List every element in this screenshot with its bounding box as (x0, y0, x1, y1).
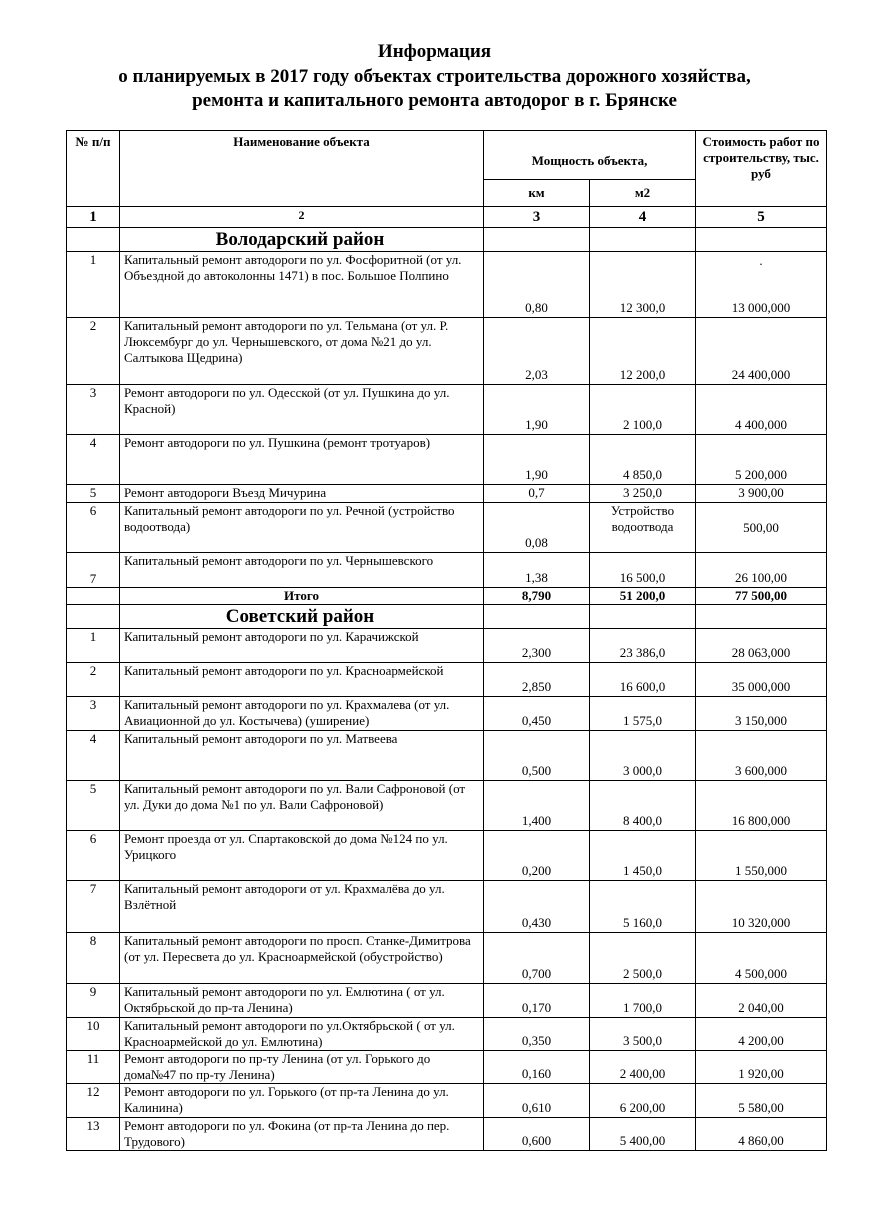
length-km: 0,7 (484, 485, 590, 503)
objects-table (66, 130, 827, 1151)
length-km: 0,200 (484, 831, 590, 881)
row-number: 13 (67, 1118, 120, 1151)
length-km: 1,90 (484, 435, 590, 485)
cost-value: 13 000,000 (731, 300, 791, 315)
district-row (67, 228, 827, 252)
area-m2: 3 000,0 (590, 731, 696, 781)
area-m2: 2 100,0 (590, 385, 696, 435)
row-number: 5 (67, 485, 120, 503)
row-number: 8 (67, 933, 120, 984)
cost-value: 28 063,000 (696, 629, 827, 663)
table-row (67, 697, 827, 731)
object-name: Капитальный ремонт автодороги от ул. Крахмалёва до ул. Взлётной (120, 881, 484, 933)
length-km: 1,400 (484, 781, 590, 831)
table-row (67, 881, 827, 933)
object-name: Ремонт автодороги по ул. Горького (от пр-та Ленина до ул. Калинина) (120, 1084, 484, 1118)
object-name: Капитальный ремонт автодороги по ул. Тельмана (от ул. Р. Люксембург до ул. Чернышевского, от дома №21 до ул. Салтыкова Щедрина) (120, 318, 484, 385)
total-m2: 51 200,0 (590, 588, 696, 605)
table-row (67, 435, 827, 485)
district-empty-cell (696, 605, 827, 629)
district-empty-cell (696, 228, 827, 252)
table-row (67, 1084, 827, 1118)
table-row (67, 629, 827, 663)
table-row (67, 781, 827, 831)
row-number: 4 (67, 435, 120, 485)
row-number: 11 (67, 1051, 120, 1084)
header-km: км (484, 180, 590, 207)
length-km: 2,850 (484, 663, 590, 697)
cost-value: 26 100,00 (696, 553, 827, 588)
document-subtitle-line-2: ремонта и капитального ремонта автодорог в г. Брянске (192, 90, 677, 111)
row-number: 5 (67, 781, 120, 831)
area-m2: 4 850,0 (590, 435, 696, 485)
object-name: Капитальный ремонт автодороги по ул. Крахмалева (от ул. Авиационной до ул. Костычева) (уширение) (120, 697, 484, 731)
object-name: Капитальный ремонт автодороги по ул. Вали Сафроновой (от ул. Дуки до дома №1 по ул. Вали Сафроновой) (120, 781, 484, 831)
district-empty-cell (590, 605, 696, 629)
table-row (67, 933, 827, 984)
column-index: 2 (120, 207, 484, 228)
cost-value: 16 800,000 (696, 781, 827, 831)
object-name: Ремонт автодороги по ул. Пушкина (ремонт тротуаров) (120, 435, 484, 485)
row-number: 6 (67, 503, 120, 553)
row-number: 3 (67, 697, 120, 731)
row-number: 12 (67, 1084, 120, 1118)
object-name: Капитальный ремонт автодороги по ул.Октябрьской ( от ул. Красноармейской до ул. Емлютина) (120, 1018, 484, 1051)
row-number: 9 (67, 984, 120, 1018)
cost-value: 1 550,000 (696, 831, 827, 881)
length-km: 0,600 (484, 1118, 590, 1151)
area-m2: 16 600,0 (590, 663, 696, 697)
object-name: Ремонт автодороги по ул. Одесской (от ул. Пушкина до ул. Красной) (120, 385, 484, 435)
area-m2: Устройство водоотвода (590, 503, 696, 553)
header-capacity: Мощность объекта, (484, 131, 696, 180)
object-name: Ремонт автодороги по ул. Фокина (от пр-та Ленина до пер. Трудового) (120, 1118, 484, 1151)
area-m2: 1 700,0 (590, 984, 696, 1018)
district-name: Володарский район (120, 228, 484, 252)
length-km: 0,08 (484, 503, 590, 553)
cost-value: 3 600,000 (696, 731, 827, 781)
total-km: 8,790 (484, 588, 590, 605)
row-number: 2 (67, 663, 120, 697)
object-name: Ремонт проезда от ул. Спартаковской до дома №124 по ул. Урицкого (120, 831, 484, 881)
object-name: Капитальный ремонт автодороги по ул. Матвеева (120, 731, 484, 781)
area-m2: 5 160,0 (590, 881, 696, 933)
total-num-cell (67, 588, 120, 605)
cost-mark: . (759, 253, 763, 268)
district-num-cell (67, 605, 120, 629)
district-row (67, 605, 827, 629)
object-name: Капитальный ремонт автодороги по просп. Станке-Димитрова (от ул. Пересвета до ул. Красноармейской (обустройство) (120, 933, 484, 984)
area-m2: 12 200,0 (590, 318, 696, 385)
area-m2: 3 250,0 (590, 485, 696, 503)
area-m2: 23 386,0 (590, 629, 696, 663)
row-number: 7 (67, 553, 120, 588)
district-name: Советский район (120, 605, 484, 629)
area-m2: 1 575,0 (590, 697, 696, 731)
object-name: Капитальный ремонт автодороги по ул. Речной (устройство водоотвода) (120, 503, 484, 553)
table-row (67, 252, 827, 318)
area-m2: 8 400,0 (590, 781, 696, 831)
length-km: 2,03 (484, 318, 590, 385)
table-row (67, 731, 827, 781)
length-km: 0,350 (484, 1018, 590, 1051)
row-number: 4 (67, 731, 120, 781)
table-row (67, 984, 827, 1018)
table-row (67, 503, 827, 553)
area-m2: 16 500,0 (590, 553, 696, 588)
cost-value: 10 320,000 (696, 881, 827, 933)
length-km: 2,300 (484, 629, 590, 663)
document-subtitle-line-1: о планируемых в 2017 году объектах строительства дорожного хозяйства, (118, 66, 751, 87)
length-km: 0,610 (484, 1084, 590, 1118)
length-km: 0,430 (484, 881, 590, 933)
column-index-row (67, 207, 827, 228)
length-km: 0,450 (484, 697, 590, 731)
row-number: 10 (67, 1018, 120, 1051)
row-number: 1 (67, 629, 120, 663)
length-km: 1,38 (484, 553, 590, 588)
table-row (67, 553, 827, 588)
cost-value: 35 000,000 (696, 663, 827, 697)
cost-value: 500,00 (696, 503, 827, 553)
column-index: 5 (696, 207, 827, 228)
column-index: 1 (67, 207, 120, 228)
header-num: № п/п (67, 131, 120, 207)
total-cost: 77 500,00 (696, 588, 827, 605)
table-row (67, 485, 827, 503)
table-row (67, 1118, 827, 1151)
header-cost: Стоимость работ по строительству, тыс. руб (696, 131, 827, 207)
table-row (67, 385, 827, 435)
object-name: Ремонт автодороги Въезд Мичурина (120, 485, 484, 503)
length-km: 0,160 (484, 1051, 590, 1084)
cost-value: 3 900,00 (696, 485, 827, 503)
district-empty-cell (484, 605, 590, 629)
object-name: Капитальный ремонт автодороги по ул. Чернышевского (120, 553, 484, 588)
area-m2: 5 400,00 (590, 1118, 696, 1151)
area-m2: 1 450,0 (590, 831, 696, 881)
cost-value: 5 580,00 (696, 1084, 827, 1118)
cost-value: 4 860,00 (696, 1118, 827, 1151)
cost-value: 4 400,000 (696, 385, 827, 435)
cost-value: 2 040,00 (696, 984, 827, 1018)
object-name: Ремонт автодороги по пр-ту Ленина (от ул. Горького до дома№47 по пр-ту Ленина) (120, 1051, 484, 1084)
cost-value: 24 400,000 (696, 318, 827, 385)
header-row (67, 131, 827, 180)
table-row (67, 663, 827, 697)
object-name: Капитальный ремонт автодороги по ул. Фосфоритной (от ул. Объездной до автоколонны 1471) в пос. Большое Полпино (120, 252, 484, 318)
object-name: Капитальный ремонт автодороги по ул. Емлютина ( от ул. Октябрьской до пр-та Ленина) (120, 984, 484, 1018)
cost-value: 5 200,000 (696, 435, 827, 485)
length-km: 0,170 (484, 984, 590, 1018)
object-name: Капитальный ремонт автодороги по ул. Красноармейской (120, 663, 484, 697)
length-km: 0,500 (484, 731, 590, 781)
area-m2: 6 200,00 (590, 1084, 696, 1118)
district-empty-cell (484, 228, 590, 252)
row-number: 1 (67, 252, 120, 318)
length-km: 1,90 (484, 385, 590, 435)
table-row (67, 318, 827, 385)
cost-cell (696, 252, 827, 318)
area-m2: 2 500,0 (590, 933, 696, 984)
row-number: 2 (67, 318, 120, 385)
cost-value: 4 200,00 (696, 1018, 827, 1051)
table-row (67, 1051, 827, 1084)
area-m2: 2 400,00 (590, 1051, 696, 1084)
area-m2: 3 500,0 (590, 1018, 696, 1051)
document-title: Информация (377, 41, 492, 62)
header-m2: м2 (590, 180, 696, 207)
length-km: 0,80 (484, 252, 590, 318)
row-number: 7 (67, 881, 120, 933)
table-row (67, 1018, 827, 1051)
area-m2: 12 300,0 (590, 252, 696, 318)
table-row (67, 831, 827, 881)
district-num-cell (67, 228, 120, 252)
cost-value: 1 920,00 (696, 1051, 827, 1084)
total-label: Итого (120, 588, 484, 605)
header-name: Наименование объекта (120, 131, 484, 207)
row-number: 3 (67, 385, 120, 435)
cost-value: 3 150,000 (696, 697, 827, 731)
district-empty-cell (590, 228, 696, 252)
row-number: 6 (67, 831, 120, 881)
length-km: 0,700 (484, 933, 590, 984)
column-index: 4 (590, 207, 696, 228)
column-index: 3 (484, 207, 590, 228)
cost-value: 4 500,000 (696, 933, 827, 984)
total-row (67, 588, 827, 605)
object-name: Капитальный ремонт автодороги по ул. Карачижской (120, 629, 484, 663)
